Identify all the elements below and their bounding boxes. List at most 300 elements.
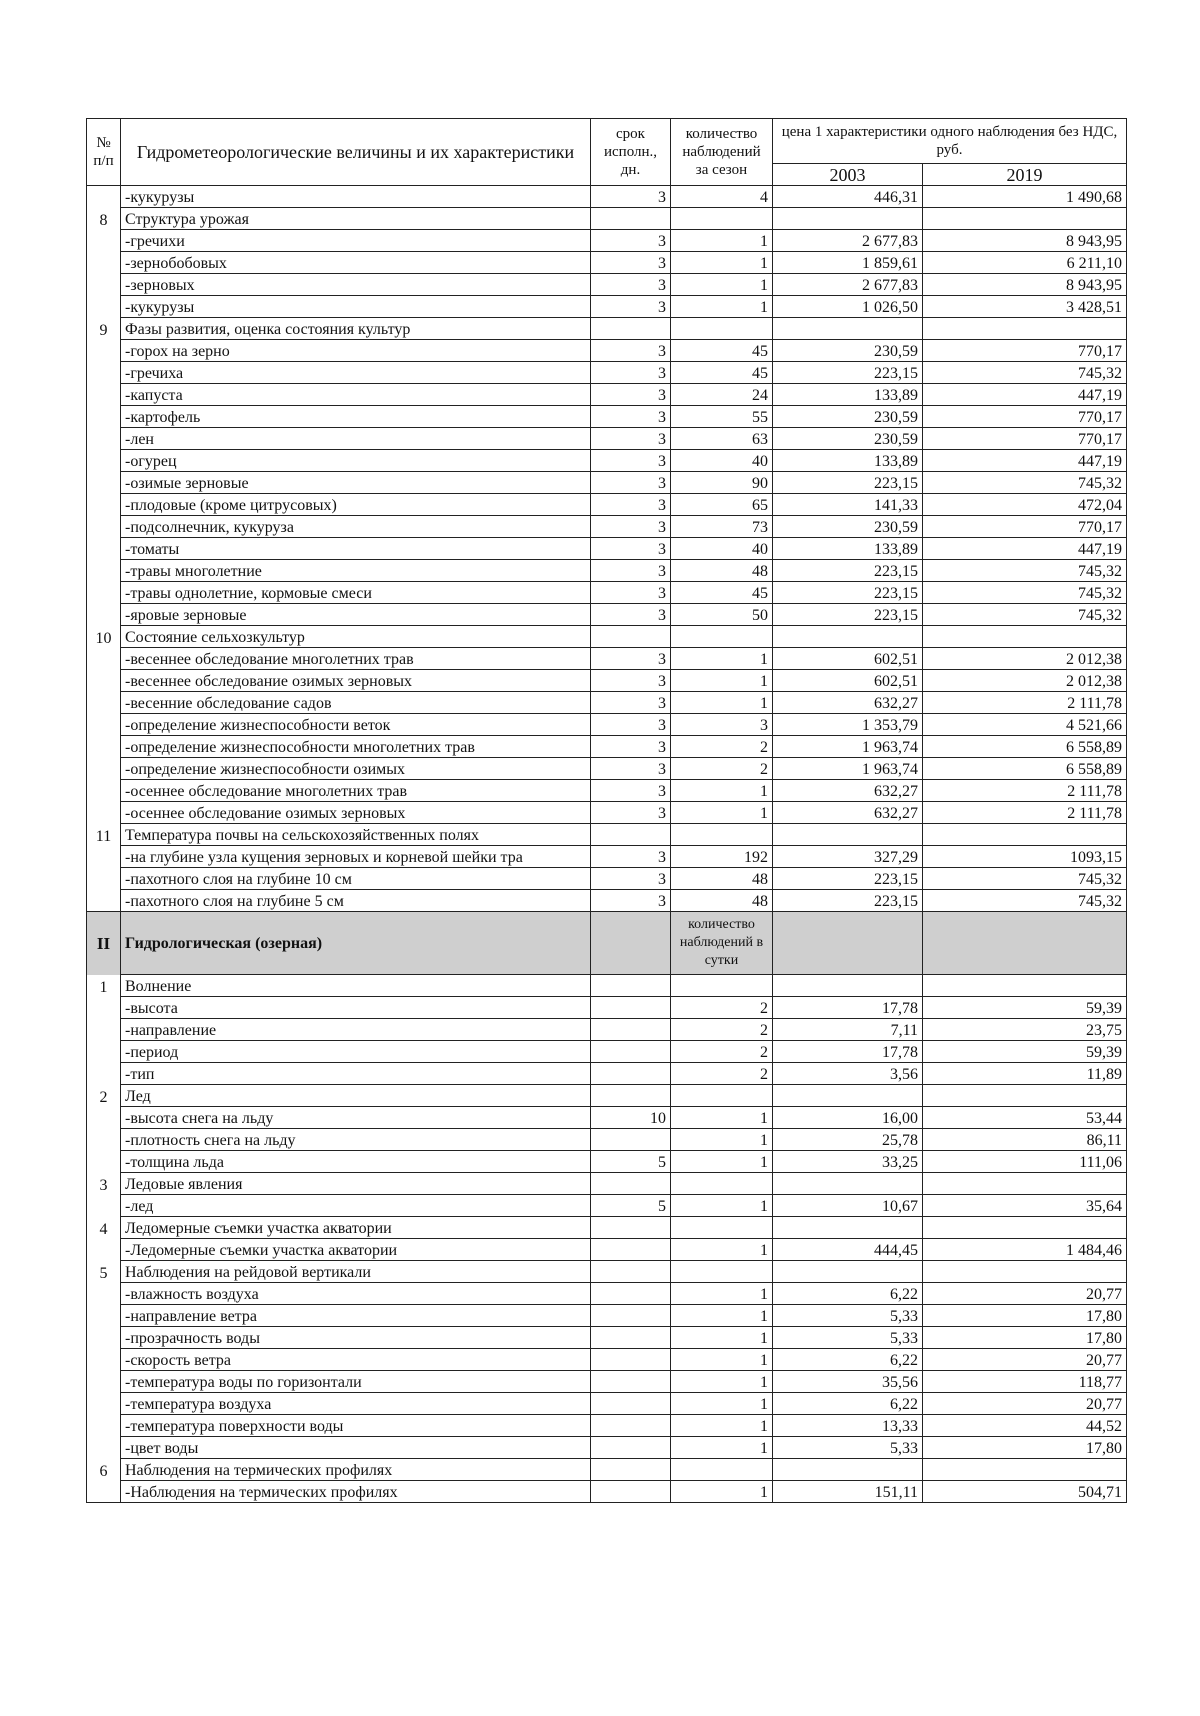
row-price-2019: 1 484,46 — [923, 1239, 1127, 1261]
row-number — [87, 780, 121, 802]
row-count: 1 — [671, 1151, 773, 1173]
row-price-2019: 20,77 — [923, 1349, 1127, 1371]
row-price-2003: 10,67 — [773, 1195, 923, 1217]
row-number — [87, 252, 121, 274]
row-term: 3 — [591, 406, 671, 428]
row-price-2019: 745,32 — [923, 472, 1127, 494]
row-price-2003: 6,22 — [773, 1393, 923, 1415]
row-count: 1 — [671, 802, 773, 824]
row-number — [87, 582, 121, 604]
row-price-2019: 3 428,51 — [923, 296, 1127, 318]
table-row — [87, 604, 1127, 626]
row-number — [87, 1349, 121, 1371]
row-name: -высота снега на льду — [121, 1107, 591, 1129]
row-count: 2 — [671, 758, 773, 780]
table-row — [87, 1041, 1127, 1063]
row-price-2019: 23,75 — [923, 1019, 1127, 1041]
row-count — [671, 208, 773, 230]
row-price-2003: 6,22 — [773, 1283, 923, 1305]
row-name: Ледовые явления — [121, 1173, 591, 1195]
row-term: 3 — [591, 340, 671, 362]
row-name: -весенние обследование садов — [121, 692, 591, 714]
row-term — [591, 975, 671, 997]
row-price-2003: 223,15 — [773, 582, 923, 604]
row-price-2003: 602,51 — [773, 670, 923, 692]
row-price-2003: 444,45 — [773, 1239, 923, 1261]
row-term: 3 — [591, 450, 671, 472]
row-price-2003: 17,78 — [773, 997, 923, 1019]
row-term: 3 — [591, 890, 671, 912]
row-count: 2 — [671, 1063, 773, 1085]
row-name: -зерновых — [121, 274, 591, 296]
row-number — [87, 494, 121, 516]
group-row — [87, 1173, 1127, 1195]
table-header — [87, 119, 1127, 186]
row-number — [87, 714, 121, 736]
row-term — [591, 1349, 671, 1371]
row-name: -плодовые (кроме цитрусовых) — [121, 494, 591, 516]
row-name: -направление — [121, 1019, 591, 1041]
row-number — [87, 560, 121, 582]
group-row — [87, 1217, 1127, 1239]
table-row — [87, 472, 1127, 494]
row-price-2003: 33,25 — [773, 1151, 923, 1173]
row-name: -травы многолетние — [121, 560, 591, 582]
group-row — [87, 318, 1127, 340]
table-row — [87, 1393, 1127, 1415]
row-count: 45 — [671, 362, 773, 384]
row-price-2019: 2 111,78 — [923, 802, 1127, 824]
table-row — [87, 362, 1127, 384]
row-count: 1 — [671, 1393, 773, 1415]
row-price-2003: 7,11 — [773, 1019, 923, 1041]
row-term: 3 — [591, 516, 671, 538]
row-price-2019: 59,39 — [923, 1041, 1127, 1063]
row-price-2003 — [773, 1085, 923, 1107]
row-name: -определение жизнеспособности многолетних трав — [121, 736, 591, 758]
header-count: количество наблюдений за сезон — [671, 119, 773, 186]
row-name: Наблюдения на рейдовой вертикали — [121, 1261, 591, 1283]
header-name: Гидрометеорологические величины и их характеристики — [121, 119, 591, 186]
row-term — [591, 1327, 671, 1349]
row-name: -направление ветра — [121, 1305, 591, 1327]
row-price-2019: 770,17 — [923, 406, 1127, 428]
row-price-2003: 632,27 — [773, 692, 923, 714]
row-price-2019: 447,19 — [923, 450, 1127, 472]
row-price-2019: 44,52 — [923, 1415, 1127, 1437]
row-name: -томаты — [121, 538, 591, 560]
section-2-count-header: количество наблюдений в сутки — [671, 912, 773, 975]
row-price-2019: 447,19 — [923, 384, 1127, 406]
row-name: Температура почвы на сельскохозяйственных полях — [121, 824, 591, 846]
row-term — [591, 1063, 671, 1085]
table-row — [87, 1481, 1127, 1503]
row-price-2019: 20,77 — [923, 1283, 1127, 1305]
group-row — [87, 824, 1127, 846]
row-number — [87, 450, 121, 472]
row-count — [671, 318, 773, 340]
row-price-2003: 25,78 — [773, 1129, 923, 1151]
group-row — [87, 208, 1127, 230]
header-number: № п/п — [87, 119, 121, 186]
row-name: Фазы развития, оценка состояния культур — [121, 318, 591, 340]
row-number — [87, 230, 121, 252]
row-term: 5 — [591, 1151, 671, 1173]
row-number: 8 — [87, 208, 121, 230]
row-name: -определение жизнеспособности веток — [121, 714, 591, 736]
row-price-2003: 230,59 — [773, 340, 923, 362]
row-count: 55 — [671, 406, 773, 428]
row-term: 3 — [591, 230, 671, 252]
row-price-2019: 1 490,68 — [923, 186, 1127, 208]
row-price-2019: 770,17 — [923, 428, 1127, 450]
section-2-number: II — [87, 912, 121, 975]
row-price-2003: 327,29 — [773, 846, 923, 868]
row-count: 1 — [671, 230, 773, 252]
row-price-2019: 504,71 — [923, 1481, 1127, 1503]
row-price-2003: 223,15 — [773, 560, 923, 582]
row-number: 5 — [87, 1261, 121, 1283]
row-number — [87, 736, 121, 758]
row-number — [87, 1195, 121, 1217]
row-price-2019: 1093,15 — [923, 846, 1127, 868]
row-term — [591, 1019, 671, 1041]
row-price-2003: 223,15 — [773, 362, 923, 384]
row-price-2003 — [773, 318, 923, 340]
row-price-2019: 2 111,78 — [923, 780, 1127, 802]
row-number — [87, 692, 121, 714]
table-row — [87, 296, 1127, 318]
row-term: 3 — [591, 736, 671, 758]
row-name: Волнение — [121, 975, 591, 997]
row-price-2019 — [923, 975, 1127, 997]
row-price-2019: 2 111,78 — [923, 692, 1127, 714]
row-name: -картофель — [121, 406, 591, 428]
row-count: 1 — [671, 274, 773, 296]
section-2-rows — [87, 975, 1127, 1503]
row-count: 1 — [671, 252, 773, 274]
row-count: 1 — [671, 670, 773, 692]
row-term: 3 — [591, 274, 671, 296]
row-number — [87, 802, 121, 824]
row-price-2003 — [773, 1173, 923, 1195]
row-count — [671, 626, 773, 648]
row-number — [87, 384, 121, 406]
table-row — [87, 538, 1127, 560]
table-row — [87, 736, 1127, 758]
row-name: -гречихи — [121, 230, 591, 252]
table-row — [87, 516, 1127, 538]
row-price-2019 — [923, 318, 1127, 340]
row-price-2003: 2 677,83 — [773, 230, 923, 252]
row-number: 2 — [87, 1085, 121, 1107]
table-row — [87, 1063, 1127, 1085]
row-term: 3 — [591, 846, 671, 868]
row-term: 3 — [591, 868, 671, 890]
table-row — [87, 1371, 1127, 1393]
header-term: срок исполн., дн. — [591, 119, 671, 186]
table-row — [87, 1107, 1127, 1129]
table-row — [87, 494, 1127, 516]
section-2-price-2003-cell — [773, 912, 923, 975]
row-name: -температура поверхности воды — [121, 1415, 591, 1437]
row-number — [87, 516, 121, 538]
row-count: 2 — [671, 997, 773, 1019]
table-row — [87, 1327, 1127, 1349]
row-price-2003: 5,33 — [773, 1305, 923, 1327]
table-row — [87, 450, 1127, 472]
row-number: 10 — [87, 626, 121, 648]
table-row — [87, 1349, 1127, 1371]
row-count: 1 — [671, 1437, 773, 1459]
section-1-rows — [87, 186, 1127, 912]
group-row — [87, 626, 1127, 648]
row-price-2019: 6 558,89 — [923, 758, 1127, 780]
row-number: 6 — [87, 1459, 121, 1481]
table-row — [87, 428, 1127, 450]
row-count — [671, 824, 773, 846]
table-row — [87, 1283, 1127, 1305]
row-price-2019: 745,32 — [923, 560, 1127, 582]
table-row — [87, 670, 1127, 692]
row-name: Структура урожая — [121, 208, 591, 230]
row-price-2019: 4 521,66 — [923, 714, 1127, 736]
row-price-2019: 20,77 — [923, 1393, 1127, 1415]
row-count: 1 — [671, 1129, 773, 1151]
row-count — [671, 1217, 773, 1239]
row-price-2003 — [773, 1459, 923, 1481]
row-number: 9 — [87, 318, 121, 340]
section-2-price-2019-cell — [923, 912, 1127, 975]
row-count: 65 — [671, 494, 773, 516]
table-row — [87, 1151, 1127, 1173]
row-number: 1 — [87, 975, 121, 997]
table-row — [87, 230, 1127, 252]
row-price-2019 — [923, 1085, 1127, 1107]
row-number — [87, 1019, 121, 1041]
table-row — [87, 1195, 1127, 1217]
row-name: -горох на зерно — [121, 340, 591, 362]
table-row — [87, 186, 1127, 208]
row-term — [591, 1481, 671, 1503]
row-number — [87, 340, 121, 362]
row-name: Ледомерные съемки участка акватории — [121, 1217, 591, 1239]
table-row — [87, 340, 1127, 362]
row-term: 3 — [591, 362, 671, 384]
row-price-2003 — [773, 975, 923, 997]
row-price-2003: 141,33 — [773, 494, 923, 516]
row-price-2003 — [773, 824, 923, 846]
row-number — [87, 1437, 121, 1459]
row-term: 3 — [591, 670, 671, 692]
section-2-term-cell — [591, 912, 671, 975]
row-name: -высота — [121, 997, 591, 1019]
row-price-2019: 6 211,10 — [923, 252, 1127, 274]
row-price-2003: 13,33 — [773, 1415, 923, 1437]
row-name: -пахотного слоя на глубине 5 см — [121, 890, 591, 912]
row-term — [591, 1041, 671, 1063]
row-count: 90 — [671, 472, 773, 494]
row-term — [591, 626, 671, 648]
row-price-2003: 223,15 — [773, 604, 923, 626]
row-term: 3 — [591, 494, 671, 516]
row-name: -капуста — [121, 384, 591, 406]
row-term — [591, 997, 671, 1019]
row-name: -температура воздуха — [121, 1393, 591, 1415]
row-term — [591, 1261, 671, 1283]
row-price-2019: 111,06 — [923, 1151, 1127, 1173]
row-number — [87, 997, 121, 1019]
row-price-2003: 151,11 — [773, 1481, 923, 1503]
price-table — [86, 118, 1127, 1503]
row-number — [87, 1371, 121, 1393]
row-term — [591, 1371, 671, 1393]
row-count: 48 — [671, 560, 773, 582]
row-name: -яровые зерновые — [121, 604, 591, 626]
row-price-2003 — [773, 208, 923, 230]
row-count: 45 — [671, 582, 773, 604]
row-count: 1 — [671, 1107, 773, 1129]
row-name: -на глубине узла кущения зерновых и корневой шейки тра — [121, 846, 591, 868]
row-count: 48 — [671, 890, 773, 912]
row-count: 1 — [671, 1305, 773, 1327]
row-name: -осеннее обследование многолетних трав — [121, 780, 591, 802]
header-year-2019: 2019 — [923, 164, 1127, 186]
row-count: 1 — [671, 296, 773, 318]
row-number — [87, 1129, 121, 1151]
row-price-2003: 1 026,50 — [773, 296, 923, 318]
row-term: 3 — [591, 604, 671, 626]
row-price-2003: 2 677,83 — [773, 274, 923, 296]
row-number — [87, 846, 121, 868]
row-name: -весеннее обследование озимых зерновых — [121, 670, 591, 692]
row-name: -кукурузы — [121, 296, 591, 318]
row-count: 48 — [671, 868, 773, 890]
row-number — [87, 362, 121, 384]
row-price-2003: 223,15 — [773, 472, 923, 494]
row-term — [591, 1393, 671, 1415]
row-term: 3 — [591, 802, 671, 824]
row-count — [671, 1261, 773, 1283]
table-row — [87, 758, 1127, 780]
row-term — [591, 1437, 671, 1459]
row-term: 3 — [591, 538, 671, 560]
row-number — [87, 406, 121, 428]
table-row — [87, 648, 1127, 670]
row-price-2003: 3,56 — [773, 1063, 923, 1085]
table-row — [87, 274, 1127, 296]
row-count: 2 — [671, 1041, 773, 1063]
row-name: -плотность снега на льду — [121, 1129, 591, 1151]
row-count: 2 — [671, 1019, 773, 1041]
row-name: -гречиха — [121, 362, 591, 384]
row-count — [671, 1173, 773, 1195]
header-price: цена 1 характеристики одного наблюдения без НДС, руб. — [773, 119, 1127, 164]
row-count: 2 — [671, 736, 773, 758]
table-row — [87, 560, 1127, 582]
row-name: -температура воды по горизонтали — [121, 1371, 591, 1393]
row-name: -озимые зерновые — [121, 472, 591, 494]
row-number — [87, 538, 121, 560]
row-number — [87, 296, 121, 318]
row-number — [87, 472, 121, 494]
row-term: 3 — [591, 560, 671, 582]
row-price-2019: 745,32 — [923, 362, 1127, 384]
row-number — [87, 186, 121, 208]
row-price-2019: 770,17 — [923, 340, 1127, 362]
row-price-2019: 770,17 — [923, 516, 1127, 538]
header-year-2003: 2003 — [773, 164, 923, 186]
row-price-2003: 133,89 — [773, 384, 923, 406]
row-count: 192 — [671, 846, 773, 868]
row-count: 1 — [671, 780, 773, 802]
row-number — [87, 648, 121, 670]
row-term: 3 — [591, 296, 671, 318]
row-count — [671, 1085, 773, 1107]
row-name: -цвет воды — [121, 1437, 591, 1459]
row-count: 1 — [671, 1283, 773, 1305]
row-price-2003: 223,15 — [773, 868, 923, 890]
row-term: 3 — [591, 780, 671, 802]
row-number — [87, 1041, 121, 1063]
table-row — [87, 890, 1127, 912]
row-count: 40 — [671, 538, 773, 560]
table-row — [87, 406, 1127, 428]
row-count: 3 — [671, 714, 773, 736]
row-price-2003: 133,89 — [773, 450, 923, 472]
row-name: -скорость ветра — [121, 1349, 591, 1371]
row-number — [87, 1107, 121, 1129]
row-count: 1 — [671, 1349, 773, 1371]
row-name: Лед — [121, 1085, 591, 1107]
row-price-2019: 745,32 — [923, 868, 1127, 890]
row-price-2019: 8 943,95 — [923, 230, 1127, 252]
row-term — [591, 1415, 671, 1437]
row-number: 4 — [87, 1217, 121, 1239]
table-row — [87, 252, 1127, 274]
row-price-2019: 2 012,38 — [923, 670, 1127, 692]
row-price-2003: 230,59 — [773, 516, 923, 538]
row-term — [591, 1129, 671, 1151]
row-count: 63 — [671, 428, 773, 450]
row-number — [87, 868, 121, 890]
row-number — [87, 1063, 121, 1085]
price-table-sheet — [86, 118, 1126, 1503]
row-name: -определение жизнеспособности озимых — [121, 758, 591, 780]
row-number — [87, 758, 121, 780]
table-row — [87, 692, 1127, 714]
row-count: 1 — [671, 1481, 773, 1503]
row-price-2003 — [773, 1217, 923, 1239]
row-name: -лен — [121, 428, 591, 450]
row-number — [87, 1305, 121, 1327]
row-count: 1 — [671, 1239, 773, 1261]
row-name: -огурец — [121, 450, 591, 472]
row-number — [87, 428, 121, 450]
row-term: 3 — [591, 758, 671, 780]
row-term — [591, 1459, 671, 1481]
row-price-2003: 133,89 — [773, 538, 923, 560]
row-term — [591, 318, 671, 340]
row-count: 1 — [671, 648, 773, 670]
row-price-2003: 632,27 — [773, 780, 923, 802]
table-row — [87, 1019, 1127, 1041]
row-number — [87, 1481, 121, 1503]
row-name: -кукурузы — [121, 186, 591, 208]
row-term: 10 — [591, 1107, 671, 1129]
table-row — [87, 1129, 1127, 1151]
row-term: 3 — [591, 252, 671, 274]
